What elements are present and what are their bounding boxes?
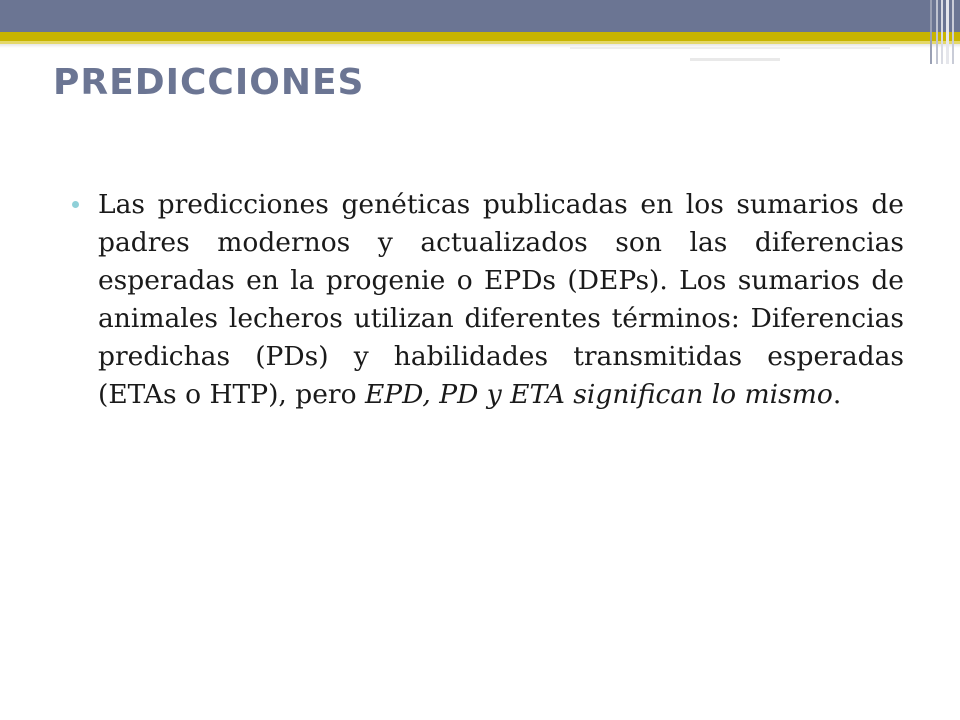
bullet-text-emphasis: EPD, PD y ETA significan lo mismo [364, 379, 833, 410]
decorative-line [952, 0, 954, 64]
slide-title: PREDICCIONES [53, 62, 365, 103]
bullet-icon [72, 201, 79, 208]
bullet-text-end: . [832, 379, 842, 410]
accent-streak [690, 58, 780, 61]
decorative-line [936, 0, 938, 64]
decorative-line [941, 0, 943, 64]
accent-band [0, 32, 960, 41]
decorative-line [930, 0, 932, 64]
header-band [0, 0, 960, 32]
bullet-text: Las predicciones genéticas publicadas en los sumarios de padres modernos y actualizados son las diferencias esperadas en la progenie o EPDs (DEPs). Los sumarios de animales lecheros utilizan diferentes términos: Diferencias predichas (PDs) y habilidades transmitidas esperadas (ETAs o HTP), pero [98, 189, 904, 410]
decorative-line [946, 0, 949, 64]
accent-streak [570, 47, 890, 49]
slide-body [72, 186, 904, 414]
bullet-point [72, 186, 904, 414]
